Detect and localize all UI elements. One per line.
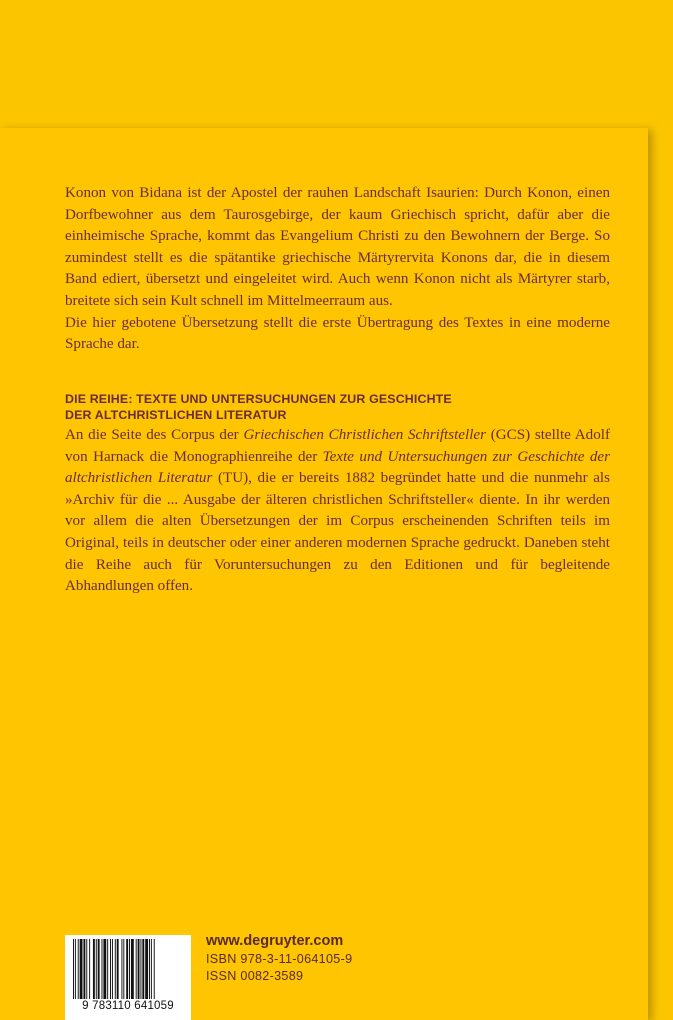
issn-number: ISSN 0082-3589 xyxy=(206,969,304,983)
series-text-part-3: (TU), die er bereits 1882 begründet hatte und die nunmehr als »Archiv für die ... Ausgabe der älteren christlichen Schriftsteller« diente. In ihr werden vor allem die alten Übersetzungen der im Corpus erscheinenden Schriften teils im Original, teils in deutscher oder einer anderen modernen Sprache gedruckt. Daneben steht die Reihe auch für Voruntersuchungen zu den Editionen und für begleitende Abhandlungen offen. xyxy=(65,470,610,595)
series-description xyxy=(65,425,610,598)
series-text-part-1: An die Seite des Corpus der xyxy=(65,427,244,443)
series-heading-line-2: DER ALTCHRISTLICHEN LITERATUR xyxy=(65,408,287,422)
series-heading-line-1: DIE REIHE: TEXTE UND UNTERSUCHUNGEN ZUR GESCHICHTE xyxy=(65,392,452,406)
barcode xyxy=(65,935,191,1020)
isbn-number: ISBN 978-3-11-064105-9 xyxy=(206,952,353,966)
publisher-info xyxy=(206,932,352,985)
series-heading xyxy=(65,391,625,423)
series-text-italic-1: Griechischen Christlichen Schriftsteller xyxy=(243,427,486,443)
blurb-paragraph-1: Konon von Bidana ist der Apostel der rauhen Landschaft Isaurien: Durch Konon, einen Dorfbewohner aus dem Taurosgebirge, der kaum Griechisch spricht, dafür aber die einheimische Sprache, kommt das Evangelium Christi zu den Bewohnern der Berge. So zumindest stellt es die spätantike griechische Märtyrervita Konons dar, die in diesem Band ediert, übersetzt und eingeleitet wird. Auch wenn Konon nicht als Märtyrer starb, breitete sich sein Kult schnell im Mittelmeerraum aus. xyxy=(65,185,610,309)
barcode-bars xyxy=(73,939,183,999)
barcode-number: 9 783110 641059 xyxy=(82,1000,174,1012)
publisher-url[interactable]: www.degruyter.com xyxy=(206,933,344,949)
series-paragraph xyxy=(65,425,610,598)
blurb-paragraph-2: Die hier gebotene Übersetzung stellt die erste Übertragung des Textes in eine moderne Sprache dar. xyxy=(65,314,610,353)
series-text-italic-2: Texte und Untersuchungen zur Geschichte der altchristlichen Literatur xyxy=(65,448,611,487)
cover-blurb xyxy=(65,183,610,356)
series-text-part-2: (GCS) stellte Adolf von Harnack die Monographienreihe der xyxy=(65,427,610,465)
